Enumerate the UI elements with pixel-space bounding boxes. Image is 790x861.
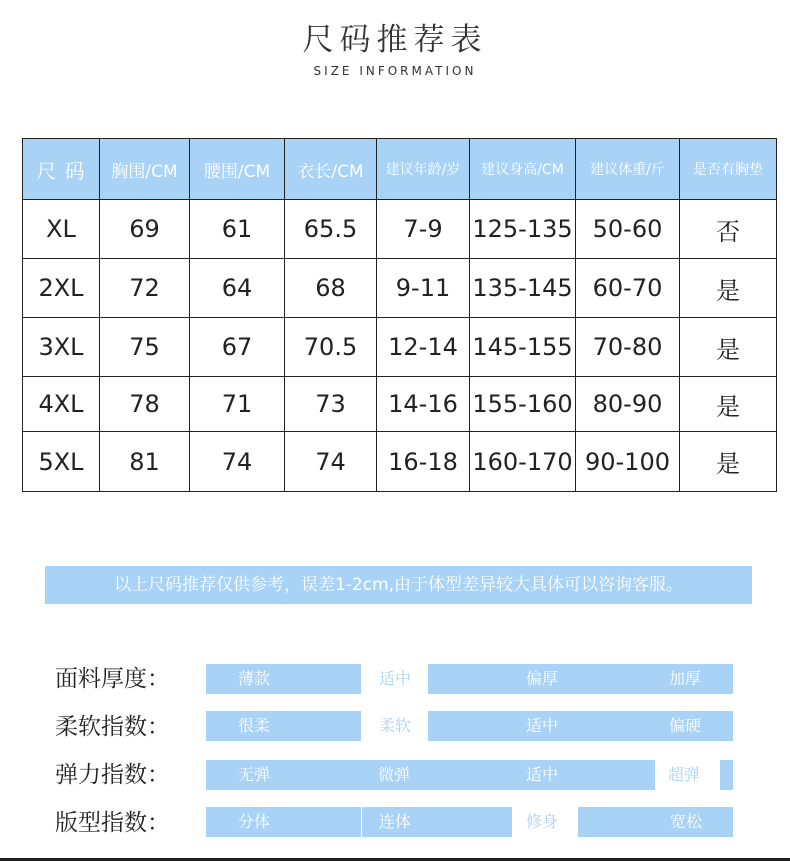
- cell-padding: 是: [680, 377, 777, 432]
- header-age: 建议年龄/岁: [377, 139, 470, 200]
- attr-label-thickness: 面料厚度：: [55, 666, 170, 692]
- table-header-row: [23, 139, 777, 200]
- cell-padding: 否: [680, 200, 777, 259]
- table-row: [23, 200, 777, 259]
- cell-size: XL: [23, 200, 100, 259]
- table-row: [23, 377, 777, 432]
- cell-age: 16-18: [377, 432, 470, 492]
- cell-length: 65.5: [285, 200, 377, 259]
- attr-option: 加厚: [669, 669, 702, 688]
- cell-waist: 67: [190, 318, 285, 377]
- cell-weight: 90-100: [576, 432, 680, 492]
- attr-fit-segment-1: [206, 807, 361, 837]
- cell-length: 68: [285, 259, 377, 318]
- table-row: [23, 432, 777, 492]
- cell-waist: 71: [190, 377, 285, 432]
- cell-age: 14-16: [377, 377, 470, 432]
- attr-fit-segment-2: [362, 807, 512, 837]
- cell-padding: 是: [680, 259, 777, 318]
- header-chest: 胸围/CM: [100, 139, 190, 200]
- header-size: 尺 码: [23, 139, 100, 200]
- attr-option: 薄款: [238, 669, 271, 688]
- cell-weight: 70-80: [576, 318, 680, 377]
- table-row: [23, 318, 777, 377]
- attr-elasticity-segment-2: [720, 760, 733, 790]
- cell-height: 155-160: [470, 377, 576, 432]
- size-table: [22, 138, 777, 492]
- cell-waist: 74: [190, 432, 285, 492]
- header-length: 衣长/CM: [285, 139, 377, 200]
- cell-padding: 是: [680, 432, 777, 492]
- attr-fit-segment-3: [578, 807, 733, 837]
- attr-option: 适中: [526, 716, 559, 735]
- cell-waist: 64: [190, 259, 285, 318]
- attr-option: 连体: [379, 812, 412, 831]
- cell-waist: 61: [190, 200, 285, 259]
- cell-height: 135-145: [470, 259, 576, 318]
- attr-option-selected: 修身: [526, 812, 559, 831]
- cell-weight: 60-70: [576, 259, 680, 318]
- cell-age: 9-11: [377, 259, 470, 318]
- cell-length: 74: [285, 432, 377, 492]
- attr-option-selected: 柔软: [379, 716, 412, 735]
- attr-elasticity-selected: [656, 760, 720, 790]
- cell-height: 145-155: [470, 318, 576, 377]
- cell-chest: 72: [100, 259, 190, 318]
- cell-size: 3XL: [23, 318, 100, 377]
- attr-label-elasticity: 弹力指数：: [55, 762, 170, 788]
- cell-padding: 是: [680, 318, 777, 377]
- attr-softness-segment-1: [206, 711, 361, 741]
- attr-thickness-segment-2: [428, 664, 733, 694]
- page-subtitle: SIZE INFORMATION: [313, 64, 477, 78]
- attr-option: 适中: [526, 765, 559, 784]
- cell-length: 70.5: [285, 318, 377, 377]
- attr-option: 分体: [238, 812, 271, 831]
- attr-option: 很柔: [238, 716, 271, 735]
- cell-weight: 50-60: [576, 200, 680, 259]
- attr-option: 微弹: [378, 765, 411, 784]
- attr-option: 偏硬: [669, 716, 702, 735]
- attr-fit-selected: [512, 807, 578, 837]
- attr-label-softness: 柔软指数：: [55, 714, 170, 740]
- attr-elasticity-segment-1: [206, 760, 655, 790]
- header-weight: 建议体重/斤: [576, 139, 680, 200]
- attr-softness-selected: [362, 711, 428, 741]
- cell-age: 12-14: [377, 318, 470, 377]
- cell-age: 7-9: [377, 200, 470, 259]
- cell-height: 160-170: [470, 432, 576, 492]
- table-row: [23, 259, 777, 318]
- cell-size: 5XL: [23, 432, 100, 492]
- cell-size: 4XL: [23, 377, 100, 432]
- cell-size: 2XL: [23, 259, 100, 318]
- attr-option-selected: 超弹: [668, 765, 701, 784]
- cell-height: 125-135: [470, 200, 576, 259]
- attr-option: 无弹: [238, 765, 271, 784]
- cell-chest: 69: [100, 200, 190, 259]
- attr-option: 宽松: [670, 812, 703, 831]
- attr-thickness-selected: [362, 664, 428, 694]
- cell-chest: 81: [100, 432, 190, 492]
- cell-chest: 75: [100, 318, 190, 377]
- attr-softness-segment-2: [428, 711, 733, 741]
- header-waist: 腰围/CM: [190, 139, 285, 200]
- cell-weight: 80-90: [576, 377, 680, 432]
- cell-chest: 78: [100, 377, 190, 432]
- attr-label-fit: 版型指数：: [55, 810, 170, 836]
- attr-thickness-segment-1: [206, 664, 361, 694]
- attr-option: 偏厚: [526, 669, 559, 688]
- attr-option-selected: 适中: [379, 669, 412, 688]
- header-height: 建议身高/CM: [470, 139, 576, 200]
- cell-length: 73: [285, 377, 377, 432]
- header-padding: 是否有胸垫: [680, 139, 777, 200]
- page-title: 尺码推荐表: [302, 22, 488, 58]
- size-disclaimer-banner: 以上尺码推荐仅供参考，误差1-2cm,由于体型差异较大具体可以咨询客服。: [45, 566, 752, 604]
